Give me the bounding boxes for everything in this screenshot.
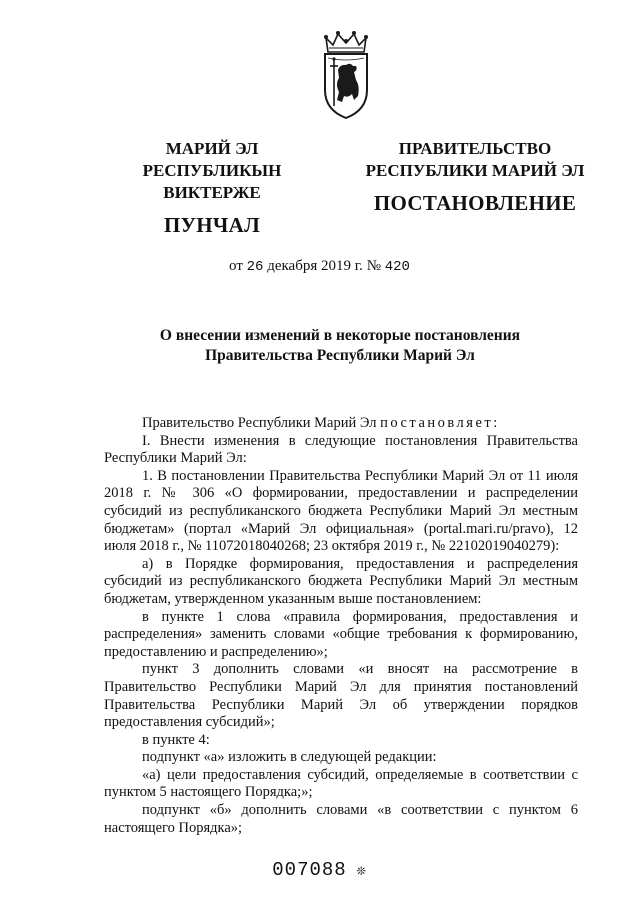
title-line2: Правительства Республики Марий Эл <box>205 347 475 364</box>
date-line <box>0 258 639 275</box>
paragraph-5: в пункте 1 слова «правила формирования, предоставления и распределения» заменить словами «общие требования к формированию, предоставлению и распределению»; <box>104 608 578 660</box>
header-left-line1: МАРИЙ ЭЛ РЕСПУБЛИКЫН <box>142 139 282 180</box>
footer-serial <box>0 859 639 881</box>
header-left-line2: ВИКТЕРЖЕ <box>163 183 261 202</box>
date-month-year: декабря 2019 г. <box>267 258 363 274</box>
number-sign: № <box>366 258 381 274</box>
title-line1: О внесении изменений в некоторые постановления <box>159 327 521 344</box>
header-right-line1: ПРАВИТЕЛЬСТВО <box>398 139 552 158</box>
header-right-line2: РЕСПУБЛИКИ МАРИЙ ЭЛ <box>365 161 585 180</box>
p1-end: : <box>493 415 498 431</box>
header-right-block <box>350 138 600 214</box>
paragraph-4: а) в Порядке формирования, предоставления и распределения субсидий из республиканского бюджета Республики Марий Эл местным бюджетам, утвержденном указанным выше постановлением: <box>104 555 578 607</box>
paragraph-2: I. Внести изменения в следующие постановления Правительства Республики Марий Эл: <box>104 432 578 467</box>
header-left-line3: ПУНЧАЛ <box>163 213 261 237</box>
serial-number: 007088 <box>272 859 347 881</box>
paragraph-7: в пункте 4: <box>142 731 210 748</box>
paragraph-3: 1. В постановлении Правительства Республики Марий Эл от 11 июля 2018 г. № 306 «О формировании, предоставлении и распределении субсидий из республиканского бюджета Республики Марий Эл местным бюджетам» (портал «Марий Эл официальная» (portal.mari.ru/pravo), 12 июля 2018 г., № 11072018040268; 23 октября 2019 г., № 22102019040279): <box>104 467 578 555</box>
header-right-line3: ПОСТАНОВЛЕНИЕ <box>373 191 577 215</box>
date-day: 26 <box>246 259 264 275</box>
header-left-block <box>100 138 324 236</box>
paragraph-9: «а) цели предоставления субсидий, определяемые в соответствии с пунктом 5 настоящего Порядка;»; <box>104 766 578 801</box>
document-title <box>100 326 580 366</box>
paragraph-6: пункт 3 дополнить словами «и вносят на рассмотрение в Правительство Республики Марий Эл для принятия постановлений Правительства Республики Марий Эл об утверждении порядков предоставления субсидий»; <box>104 661 578 731</box>
ornament-icon: ❊ <box>356 863 367 880</box>
document-number: 420 <box>384 259 410 275</box>
coat-of-arms-emblem <box>320 30 372 122</box>
date-prefix: от <box>229 258 243 274</box>
p1-spaced-word: постановляет <box>380 415 494 431</box>
document-body <box>104 415 578 837</box>
paragraph-8: подпункт «а» изложить в следующей редакции: <box>142 749 437 766</box>
p1-start: Правительство Республики Марий Эл <box>142 415 381 431</box>
paragraph-10: подпункт «б» дополнить словами «в соответствии с пунктом 6 настоящего Порядка»; <box>104 802 578 836</box>
paragraph-1 <box>104 415 578 433</box>
